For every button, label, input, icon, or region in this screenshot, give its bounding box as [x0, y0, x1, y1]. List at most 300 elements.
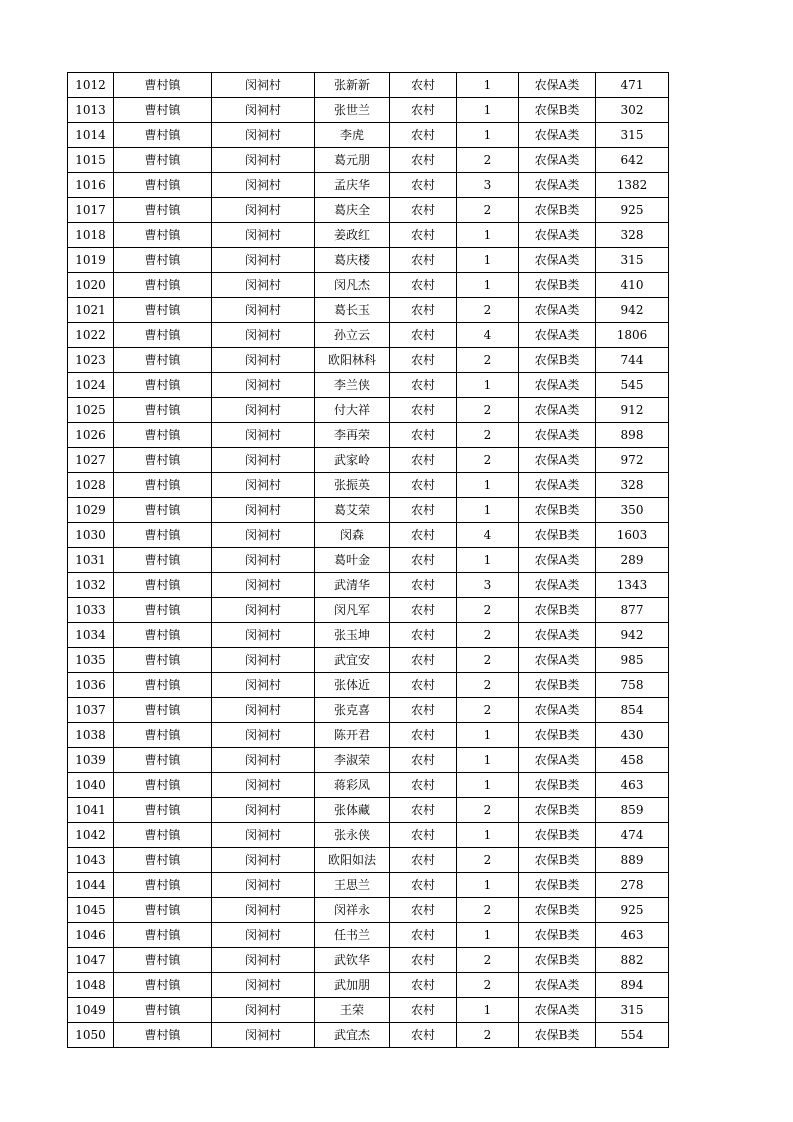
- cell-name: 武宜安: [315, 648, 390, 673]
- cell-town: 曹村镇: [114, 1023, 212, 1048]
- cell-amount: 925: [596, 198, 669, 223]
- cell-amount: 854: [596, 698, 669, 723]
- cell-amount: 315: [596, 998, 669, 1023]
- cell-village: 闵祠村: [212, 648, 315, 673]
- cell-count: 1: [457, 248, 519, 273]
- cell-type: 农村: [390, 473, 457, 498]
- table-row: [68, 498, 669, 523]
- cell-id: 1019: [68, 248, 114, 273]
- cell-name: 武家岭: [315, 448, 390, 473]
- cell-village: 闵祠村: [212, 948, 315, 973]
- cell-count: 2: [457, 598, 519, 623]
- cell-category: 农保B类: [519, 348, 596, 373]
- cell-name: 武清华: [315, 573, 390, 598]
- cell-town: 曹村镇: [114, 848, 212, 873]
- cell-id: 1014: [68, 123, 114, 148]
- cell-village: 闵祠村: [212, 448, 315, 473]
- cell-count: 2: [457, 623, 519, 648]
- cell-town: 曹村镇: [114, 473, 212, 498]
- cell-id: 1037: [68, 698, 114, 723]
- cell-name: 武钦华: [315, 948, 390, 973]
- cell-id: 1042: [68, 823, 114, 848]
- cell-count: 2: [457, 648, 519, 673]
- cell-category: 农保A类: [519, 973, 596, 998]
- cell-category: 农保A类: [519, 398, 596, 423]
- cell-count: 2: [457, 698, 519, 723]
- table-body: [68, 73, 669, 1048]
- cell-id: 1022: [68, 323, 114, 348]
- cell-count: 2: [457, 673, 519, 698]
- table-row: [68, 73, 669, 98]
- cell-town: 曹村镇: [114, 273, 212, 298]
- cell-name: 李再荣: [315, 423, 390, 448]
- cell-category: 农保A类: [519, 623, 596, 648]
- cell-town: 曹村镇: [114, 423, 212, 448]
- cell-type: 农村: [390, 948, 457, 973]
- cell-category: 农保A类: [519, 173, 596, 198]
- cell-category: 农保A类: [519, 448, 596, 473]
- cell-name: 葛元朋: [315, 148, 390, 173]
- cell-name: 蒋彩凤: [315, 773, 390, 798]
- cell-category: 农保B类: [519, 798, 596, 823]
- cell-count: 2: [457, 798, 519, 823]
- cell-count: 4: [457, 323, 519, 348]
- cell-name: 葛长玉: [315, 298, 390, 323]
- cell-amount: 545: [596, 373, 669, 398]
- cell-type: 农村: [390, 298, 457, 323]
- cell-count: 2: [457, 1023, 519, 1048]
- cell-amount: 554: [596, 1023, 669, 1048]
- cell-type: 农村: [390, 773, 457, 798]
- table-row: [68, 973, 669, 998]
- cell-category: 农保A类: [519, 373, 596, 398]
- cell-village: 闵祠村: [212, 573, 315, 598]
- cell-town: 曹村镇: [114, 873, 212, 898]
- cell-count: 1: [457, 123, 519, 148]
- cell-type: 农村: [390, 423, 457, 448]
- cell-amount: 889: [596, 848, 669, 873]
- cell-amount: 925: [596, 898, 669, 923]
- cell-count: 1: [457, 923, 519, 948]
- table-row: [68, 198, 669, 223]
- cell-category: 农保B类: [519, 948, 596, 973]
- cell-town: 曹村镇: [114, 723, 212, 748]
- cell-name: 闵凡军: [315, 598, 390, 623]
- cell-name: 王荣: [315, 998, 390, 1023]
- table-row: [68, 348, 669, 373]
- table-row: [68, 848, 669, 873]
- cell-id: 1043: [68, 848, 114, 873]
- cell-amount: 985: [596, 648, 669, 673]
- cell-amount: 350: [596, 498, 669, 523]
- cell-amount: 315: [596, 248, 669, 273]
- cell-id: 1047: [68, 948, 114, 973]
- cell-type: 农村: [390, 398, 457, 423]
- cell-category: 农保B类: [519, 498, 596, 523]
- cell-id: 1033: [68, 598, 114, 623]
- cell-name: 葛庆楼: [315, 248, 390, 273]
- cell-name: 张世兰: [315, 98, 390, 123]
- cell-amount: 744: [596, 348, 669, 373]
- cell-type: 农村: [390, 573, 457, 598]
- cell-village: 闵祠村: [212, 973, 315, 998]
- cell-type: 农村: [390, 648, 457, 673]
- table-row: [68, 898, 669, 923]
- cell-id: 1041: [68, 798, 114, 823]
- cell-village: 闵祠村: [212, 773, 315, 798]
- table-row: [68, 173, 669, 198]
- cell-village: 闵祠村: [212, 673, 315, 698]
- cell-category: 农保B类: [519, 923, 596, 948]
- cell-count: 2: [457, 973, 519, 998]
- cell-id: 1049: [68, 998, 114, 1023]
- cell-id: 1038: [68, 723, 114, 748]
- cell-town: 曹村镇: [114, 598, 212, 623]
- cell-amount: 642: [596, 148, 669, 173]
- cell-name: 闵凡杰: [315, 273, 390, 298]
- table-row: [68, 423, 669, 448]
- cell-amount: 430: [596, 723, 669, 748]
- cell-type: 农村: [390, 673, 457, 698]
- cell-village: 闵祠村: [212, 798, 315, 823]
- table-row: [68, 698, 669, 723]
- cell-count: 1: [457, 98, 519, 123]
- cell-category: 农保A类: [519, 223, 596, 248]
- cell-type: 农村: [390, 98, 457, 123]
- cell-count: 1: [457, 548, 519, 573]
- cell-amount: 328: [596, 473, 669, 498]
- cell-amount: 278: [596, 873, 669, 898]
- cell-id: 1039: [68, 748, 114, 773]
- cell-town: 曹村镇: [114, 548, 212, 573]
- cell-type: 农村: [390, 798, 457, 823]
- cell-town: 曹村镇: [114, 348, 212, 373]
- table-row: [68, 948, 669, 973]
- cell-town: 曹村镇: [114, 998, 212, 1023]
- cell-count: 4: [457, 523, 519, 548]
- cell-town: 曹村镇: [114, 373, 212, 398]
- cell-count: 2: [457, 348, 519, 373]
- cell-name: 张克喜: [315, 698, 390, 723]
- table-row: [68, 123, 669, 148]
- cell-amount: 1806: [596, 323, 669, 348]
- cell-type: 农村: [390, 898, 457, 923]
- cell-name: 张玉坤: [315, 623, 390, 648]
- cell-count: 1: [457, 473, 519, 498]
- cell-village: 闵祠村: [212, 473, 315, 498]
- cell-name: 张振英: [315, 473, 390, 498]
- table-row: [68, 1023, 669, 1048]
- table-row: [68, 523, 669, 548]
- cell-type: 农村: [390, 448, 457, 473]
- cell-type: 农村: [390, 823, 457, 848]
- cell-amount: 463: [596, 923, 669, 948]
- cell-type: 农村: [390, 748, 457, 773]
- cell-category: 农保A类: [519, 573, 596, 598]
- cell-category: 农保A类: [519, 998, 596, 1023]
- cell-amount: 328: [596, 223, 669, 248]
- cell-town: 曹村镇: [114, 773, 212, 798]
- cell-village: 闵祠村: [212, 523, 315, 548]
- table-row: [68, 798, 669, 823]
- cell-name: 闵森: [315, 523, 390, 548]
- cell-count: 1: [457, 823, 519, 848]
- cell-category: 农保A类: [519, 248, 596, 273]
- cell-type: 农村: [390, 998, 457, 1023]
- cell-town: 曹村镇: [114, 898, 212, 923]
- cell-type: 农村: [390, 698, 457, 723]
- cell-amount: 1382: [596, 173, 669, 198]
- cell-name: 张体藏: [315, 798, 390, 823]
- cell-town: 曹村镇: [114, 523, 212, 548]
- table-row: [68, 673, 669, 698]
- cell-village: 闵祠村: [212, 623, 315, 648]
- cell-category: 农保A类: [519, 298, 596, 323]
- cell-type: 农村: [390, 498, 457, 523]
- cell-id: 1015: [68, 148, 114, 173]
- cell-village: 闵祠村: [212, 273, 315, 298]
- cell-name: 孙立云: [315, 323, 390, 348]
- table-row: [68, 598, 669, 623]
- cell-name: 李淑荣: [315, 748, 390, 773]
- cell-type: 农村: [390, 623, 457, 648]
- cell-category: 农保B类: [519, 723, 596, 748]
- table-row: [68, 223, 669, 248]
- cell-type: 农村: [390, 923, 457, 948]
- cell-name: 张新新: [315, 73, 390, 98]
- cell-name: 任书兰: [315, 923, 390, 948]
- cell-type: 农村: [390, 973, 457, 998]
- cell-category: 农保A类: [519, 473, 596, 498]
- cell-id: 1030: [68, 523, 114, 548]
- cell-id: 1036: [68, 673, 114, 698]
- cell-id: 1023: [68, 348, 114, 373]
- cell-category: 农保A类: [519, 123, 596, 148]
- cell-amount: 877: [596, 598, 669, 623]
- cell-category: 农保A类: [519, 148, 596, 173]
- cell-id: 1021: [68, 298, 114, 323]
- cell-count: 2: [457, 398, 519, 423]
- cell-village: 闵祠村: [212, 223, 315, 248]
- cell-amount: 471: [596, 73, 669, 98]
- cell-town: 曹村镇: [114, 923, 212, 948]
- cell-amount: 942: [596, 623, 669, 648]
- cell-amount: 859: [596, 798, 669, 823]
- cell-town: 曹村镇: [114, 198, 212, 223]
- cell-type: 农村: [390, 148, 457, 173]
- cell-id: 1028: [68, 473, 114, 498]
- table-row: [68, 623, 669, 648]
- table-row: [68, 723, 669, 748]
- cell-amount: 758: [596, 673, 669, 698]
- cell-category: 农保A类: [519, 73, 596, 98]
- cell-category: 农保B类: [519, 773, 596, 798]
- cell-category: 农保A类: [519, 323, 596, 348]
- cell-count: 1: [457, 498, 519, 523]
- cell-id: 1040: [68, 773, 114, 798]
- table-row: [68, 473, 669, 498]
- cell-id: 1034: [68, 623, 114, 648]
- cell-type: 农村: [390, 198, 457, 223]
- cell-village: 闵祠村: [212, 873, 315, 898]
- cell-type: 农村: [390, 548, 457, 573]
- cell-category: 农保A类: [519, 698, 596, 723]
- cell-count: 1: [457, 73, 519, 98]
- cell-name: 王思兰: [315, 873, 390, 898]
- cell-village: 闵祠村: [212, 923, 315, 948]
- cell-count: 1: [457, 873, 519, 898]
- cell-amount: 289: [596, 548, 669, 573]
- cell-amount: 882: [596, 948, 669, 973]
- cell-category: 农保B类: [519, 523, 596, 548]
- cell-town: 曹村镇: [114, 148, 212, 173]
- cell-amount: 474: [596, 823, 669, 848]
- cell-amount: 972: [596, 448, 669, 473]
- cell-id: 1026: [68, 423, 114, 448]
- cell-type: 农村: [390, 598, 457, 623]
- cell-amount: 898: [596, 423, 669, 448]
- table-row: [68, 998, 669, 1023]
- cell-id: 1029: [68, 498, 114, 523]
- cell-name: 姜政红: [315, 223, 390, 248]
- cell-village: 闵祠村: [212, 173, 315, 198]
- cell-id: 1048: [68, 973, 114, 998]
- table-row: [68, 298, 669, 323]
- cell-id: 1050: [68, 1023, 114, 1048]
- cell-town: 曹村镇: [114, 73, 212, 98]
- cell-village: 闵祠村: [212, 73, 315, 98]
- cell-amount: 1603: [596, 523, 669, 548]
- cell-count: 2: [457, 448, 519, 473]
- table-row: [68, 873, 669, 898]
- cell-village: 闵祠村: [212, 898, 315, 923]
- cell-count: 1: [457, 773, 519, 798]
- cell-village: 闵祠村: [212, 998, 315, 1023]
- cell-name: 武宜杰: [315, 1023, 390, 1048]
- table-row: [68, 773, 669, 798]
- cell-village: 闵祠村: [212, 598, 315, 623]
- cell-category: 农保B类: [519, 673, 596, 698]
- cell-count: 1: [457, 748, 519, 773]
- cell-town: 曹村镇: [114, 498, 212, 523]
- cell-type: 农村: [390, 323, 457, 348]
- cell-amount: 912: [596, 398, 669, 423]
- table-row: [68, 148, 669, 173]
- cell-village: 闵祠村: [212, 398, 315, 423]
- cell-town: 曹村镇: [114, 248, 212, 273]
- table-row: [68, 548, 669, 573]
- cell-count: 2: [457, 948, 519, 973]
- cell-id: 1018: [68, 223, 114, 248]
- cell-id: 1035: [68, 648, 114, 673]
- cell-village: 闵祠村: [212, 748, 315, 773]
- table-row: [68, 323, 669, 348]
- table-row: [68, 823, 669, 848]
- cell-village: 闵祠村: [212, 423, 315, 448]
- cell-name: 葛庆全: [315, 198, 390, 223]
- cell-town: 曹村镇: [114, 448, 212, 473]
- cell-category: 农保B类: [519, 823, 596, 848]
- cell-id: 1031: [68, 548, 114, 573]
- cell-town: 曹村镇: [114, 398, 212, 423]
- cell-name: 张永侠: [315, 823, 390, 848]
- cell-id: 1020: [68, 273, 114, 298]
- cell-type: 农村: [390, 248, 457, 273]
- cell-village: 闵祠村: [212, 123, 315, 148]
- cell-amount: 463: [596, 773, 669, 798]
- cell-count: 2: [457, 423, 519, 448]
- cell-village: 闵祠村: [212, 298, 315, 323]
- cell-village: 闵祠村: [212, 198, 315, 223]
- cell-town: 曹村镇: [114, 123, 212, 148]
- cell-name: 李虎: [315, 123, 390, 148]
- table-row: [68, 248, 669, 273]
- table-row: [68, 573, 669, 598]
- cell-town: 曹村镇: [114, 648, 212, 673]
- cell-id: 1044: [68, 873, 114, 898]
- cell-town: 曹村镇: [114, 323, 212, 348]
- cell-village: 闵祠村: [212, 848, 315, 873]
- cell-id: 1027: [68, 448, 114, 473]
- table-row: [68, 448, 669, 473]
- cell-village: 闵祠村: [212, 823, 315, 848]
- cell-name: 李兰侠: [315, 373, 390, 398]
- cell-count: 2: [457, 848, 519, 873]
- cell-amount: 458: [596, 748, 669, 773]
- cell-id: 1046: [68, 923, 114, 948]
- cell-village: 闵祠村: [212, 248, 315, 273]
- cell-type: 农村: [390, 848, 457, 873]
- cell-type: 农村: [390, 373, 457, 398]
- cell-name: 张体近: [315, 673, 390, 698]
- cell-name: 葛艾荣: [315, 498, 390, 523]
- cell-count: 3: [457, 573, 519, 598]
- cell-count: 2: [457, 898, 519, 923]
- table-row: [68, 98, 669, 123]
- cell-town: 曹村镇: [114, 748, 212, 773]
- cell-town: 曹村镇: [114, 798, 212, 823]
- table-row: [68, 748, 669, 773]
- cell-id: 1012: [68, 73, 114, 98]
- cell-type: 农村: [390, 273, 457, 298]
- cell-count: 1: [457, 723, 519, 748]
- cell-count: 1: [457, 373, 519, 398]
- cell-id: 1013: [68, 98, 114, 123]
- cell-category: 农保A类: [519, 648, 596, 673]
- cell-id: 1045: [68, 898, 114, 923]
- table-row: [68, 398, 669, 423]
- cell-town: 曹村镇: [114, 298, 212, 323]
- cell-village: 闵祠村: [212, 348, 315, 373]
- cell-name: 陈开君: [315, 723, 390, 748]
- cell-name: 闵祥永: [315, 898, 390, 923]
- cell-type: 农村: [390, 873, 457, 898]
- table-row: [68, 923, 669, 948]
- cell-town: 曹村镇: [114, 623, 212, 648]
- cell-amount: 315: [596, 123, 669, 148]
- cell-town: 曹村镇: [114, 948, 212, 973]
- cell-name: 欧阳如法: [315, 848, 390, 873]
- cell-type: 农村: [390, 223, 457, 248]
- cell-amount: 1343: [596, 573, 669, 598]
- cell-category: 农保B类: [519, 848, 596, 873]
- cell-amount: 894: [596, 973, 669, 998]
- table-row: [68, 648, 669, 673]
- cell-category: 农保A类: [519, 548, 596, 573]
- cell-category: 农保B类: [519, 598, 596, 623]
- cell-name: 付大祥: [315, 398, 390, 423]
- cell-count: 2: [457, 198, 519, 223]
